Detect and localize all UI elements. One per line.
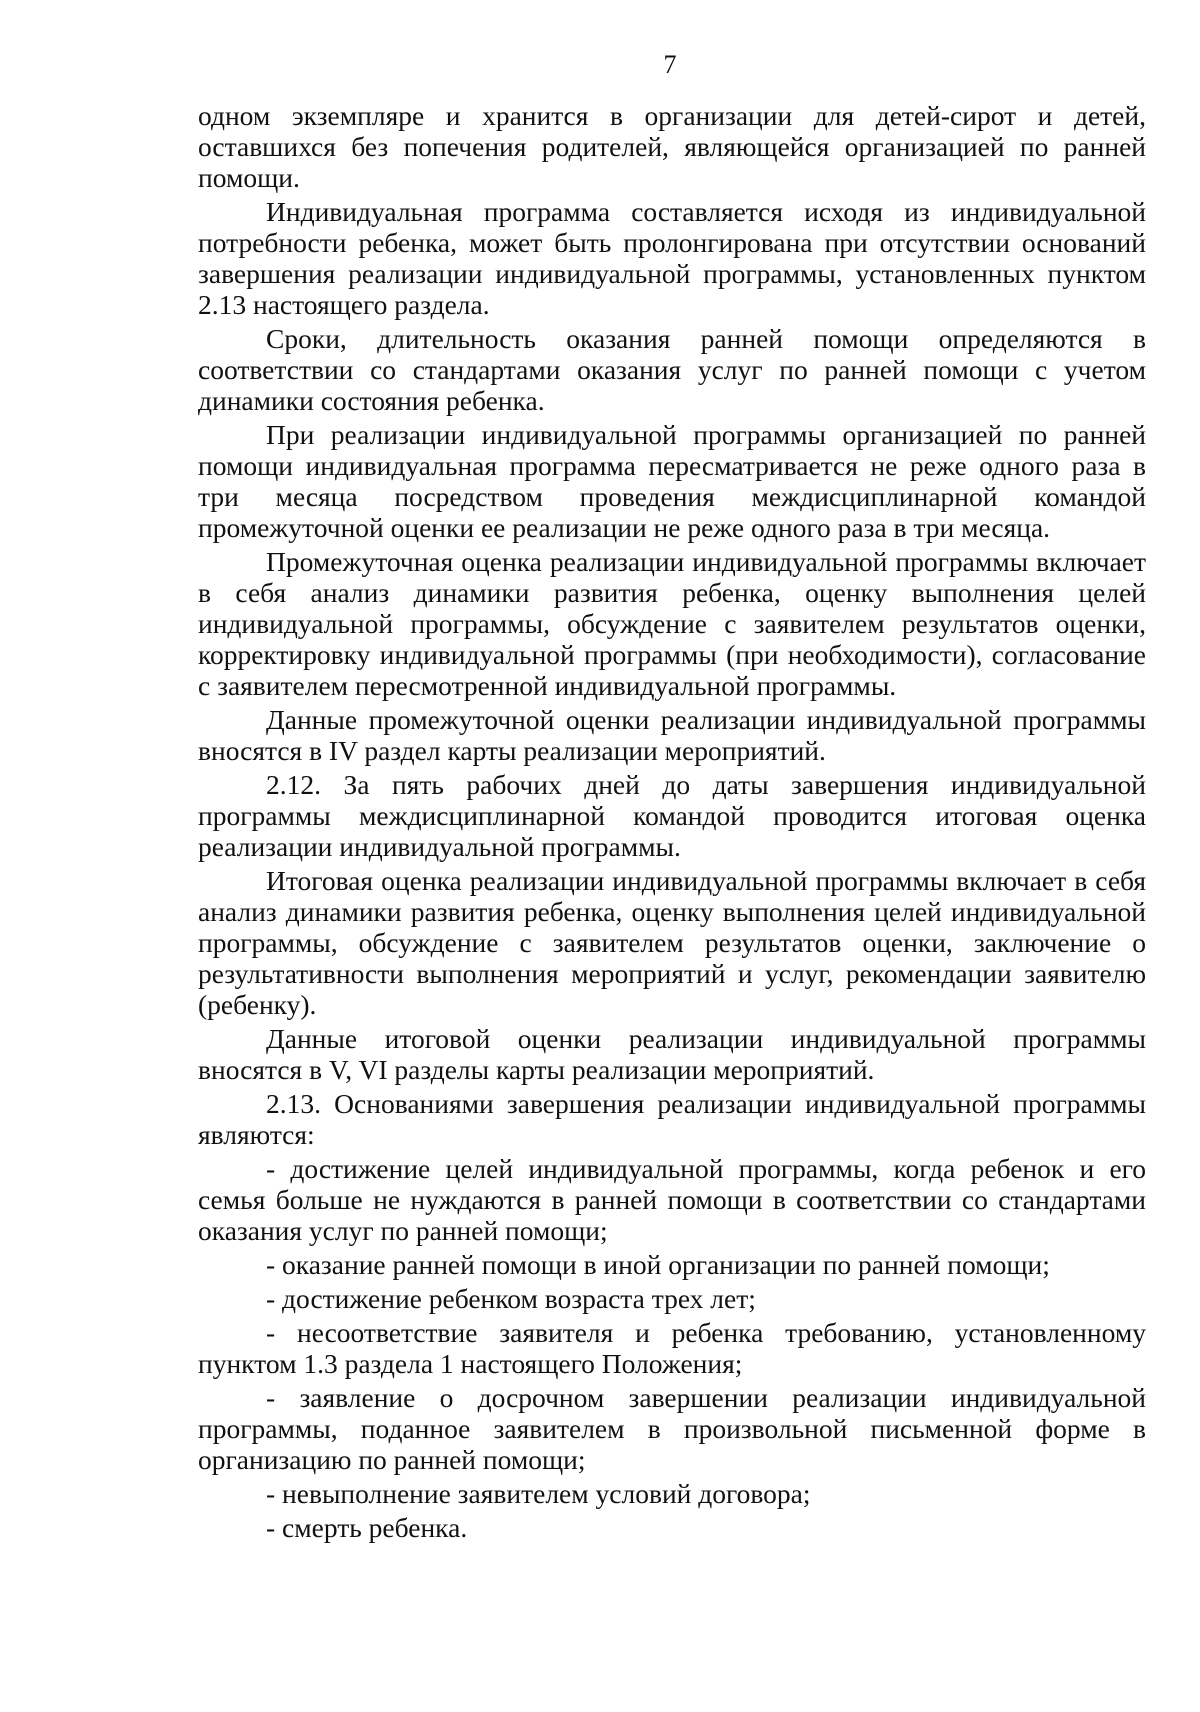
paragraph-3: Сроки, длительность оказания ранней помощи определяются в соответствии со стандартами оказания услуг по ранней помощи с учетом динамики состояния ребенка.: [198, 323, 1146, 416]
document-body: [198, 100, 1146, 1546]
list-item-6: - невыполнение заявителем условий договора;: [266, 1478, 811, 1509]
paragraph-8: Итоговая оценка реализации индивидуальной программы включает в себя анализ динамики развития ребенка, оценку выполнения целей индивидуальной программы, обсуждение с заявителем результатов оценки, заключение о результативности выполнения мероприятий и услуг, рекомендации заявителю (ребенку).: [198, 865, 1146, 1020]
paragraph-5: Промежуточная оценка реализации индивидуальной программы включает в себя анализ динамики развития ребенка, оценку выполнения целей индивидуальной программы, обсуждение с заявителем результатов оценки, корректировку индивидуальной программы (при необходимости), согласование с заявителем пересмотренной индивидуальной программы.: [198, 546, 1146, 701]
page-number: 7: [663, 50, 677, 79]
list-item-1: - достижение целей индивидуальной программы, когда ребенок и его семья больше не нуждаются в ранней помощи в соответствии со стандартами оказания услуг по ранней помощи;: [198, 1153, 1146, 1246]
paragraph-1: одном экземпляре и хранится в организации для детей-сирот и детей, оставшихся без попечения родителей, являющейся организацией по ранней помощи.: [198, 100, 1146, 193]
list-item-7: - смерть ребенка.: [266, 1512, 468, 1543]
list-item-5: - заявление о досрочном завершении реализации индивидуальной программы, поданное заявителем в произвольной письменной форме в организацию по ранней помощи;: [198, 1382, 1146, 1475]
list-item-4: - несоответствие заявителя и ребенка требованию, установленному пунктом 1.3 раздела 1 настоящего Положения;: [198, 1317, 1146, 1379]
paragraph-9: Данные итоговой оценки реализации индивидуальной программы вносятся в V, VI разделы карты реализации мероприятий.: [198, 1023, 1146, 1085]
paragraph-10: 2.13. Основаниями завершения реализации индивидуальной программы являются:: [198, 1088, 1146, 1150]
paragraph-4: При реализации индивидуальной программы организацией по ранней помощи индивидуальная программа пересматривается не реже одного раза в три месяца посредством проведения междисциплинарной командой промежуточной оценки ее реализации не реже одного раза в три месяца.: [198, 419, 1146, 543]
paragraph-2: Индивидуальная программа составляется исходя из индивидуальной потребности ребенка, может быть пролонгирована при отсутствии оснований завершения реализации индивидуальной программы, установленных пунктом 2.13 настоящего раздела.: [198, 196, 1146, 320]
list-item-2: - оказание ранней помощи в иной организации по ранней помощи;: [266, 1249, 1050, 1280]
paragraph-7: 2.12. За пять рабочих дней до даты завершения индивидуальной программы междисциплинарной командой проводится итоговая оценка реализации индивидуальной программы.: [198, 769, 1146, 862]
paragraph-6: Данные промежуточной оценки реализации индивидуальной программы вносятся в IV раздел карты реализации мероприятий.: [198, 704, 1146, 766]
list-item-3: - достижение ребенком возраста трех лет;: [266, 1283, 756, 1314]
